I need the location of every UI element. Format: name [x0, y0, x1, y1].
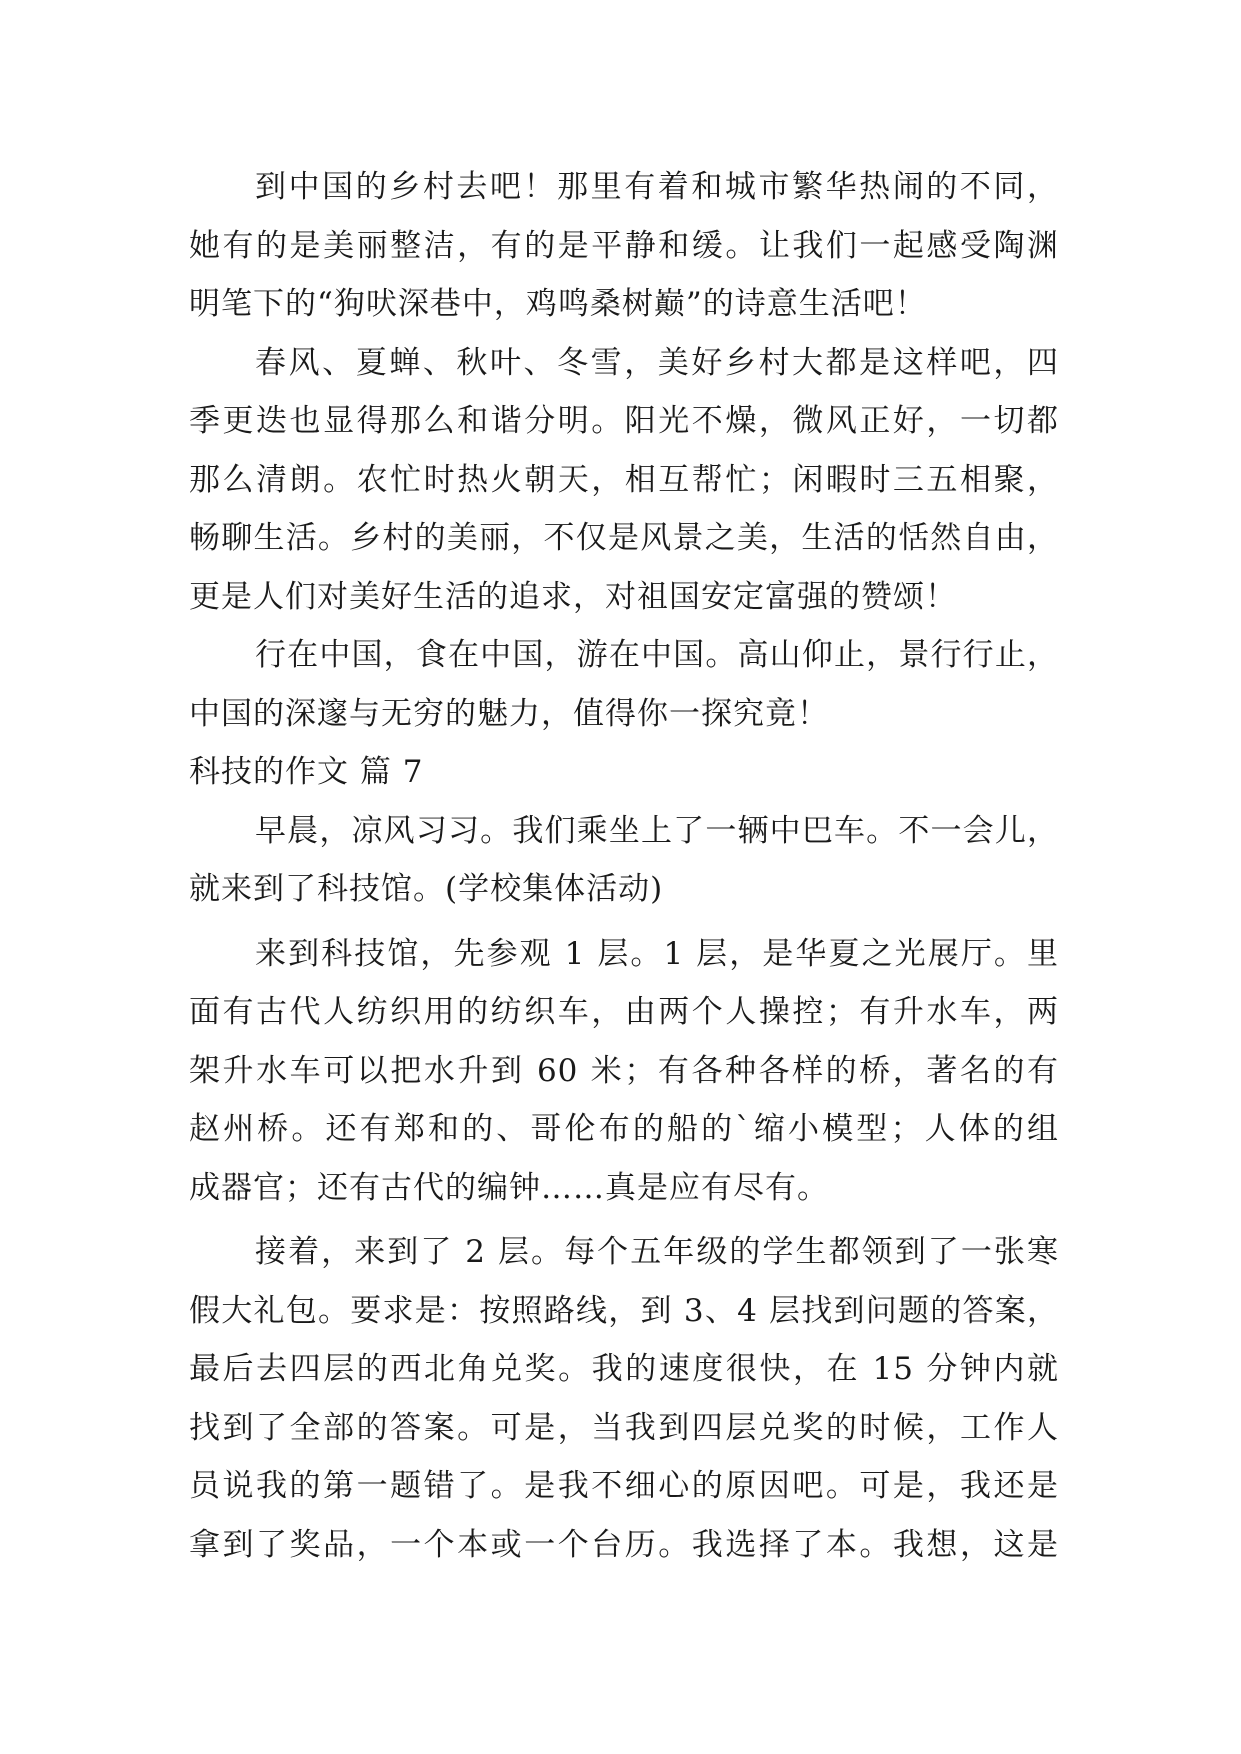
text-line: 季更迭也显得那么和谐分明。阳光不燥，微风正好，一切都	[189, 403, 1059, 439]
text-line: 来到科技馆，先参观 1 层。1 层，是华夏之光展厅。里	[255, 935, 1059, 972]
text-line: 找到了全部的答案。可是，当我到四层兑奖的时候，工作人	[189, 1409, 1059, 1446]
paragraph-travel-china	[189, 626, 1059, 743]
text-line: 成器官；还有古代的编钟……真是应有尽有。	[189, 1169, 829, 1206]
paragraph-second-floor	[189, 1223, 1059, 1574]
paragraph-first-floor	[189, 925, 1059, 1218]
section-title: 科技的作文 篇 7	[189, 754, 424, 790]
text-line: 赵州桥。还有郑和的、哥伦布的船的`缩小模型；人体的组	[189, 1111, 1059, 1147]
text-line: 那么清朗。农忙时热火朝天，相互帮忙；闲暇时三五相聚，	[189, 461, 1059, 498]
paragraph-seasons	[189, 334, 1059, 627]
text-line: 接着，来到了 2 层。每个五年级的学生都领到了一张寒	[255, 1234, 1059, 1270]
text-line: 她有的是美丽整洁，有的是平静和缓。让我们一起感受陶渊	[189, 227, 1059, 264]
text-line: 中国的深邃与无穷的魅力，值得你一探究竟！	[189, 695, 829, 732]
text-line: 最后去四层的西北角兑奖。我的速度很快，在 15 分钟内就	[189, 1351, 1059, 1387]
paragraph-morning-trip	[189, 802, 1059, 919]
text-line: 到中国的乡村去吧！那里有着和城市繁华热闹的不同，	[255, 169, 1059, 205]
text-line: 面有古代人纺织用的纺织车，由两个人操控；有升水车，两	[189, 994, 1059, 1030]
text-line: 明笔下的“狗吠深巷中，鸡鸣桑树巅”的诗意生活吧！	[189, 286, 927, 322]
text-line: 假大礼包。要求是：按照路线，到 3、4 层找到问题的答案，	[189, 1292, 1059, 1329]
text-line: 春风、夏蝉、秋叶、冬雪，美好乡村大都是这样吧，四	[255, 344, 1059, 381]
document-body	[189, 158, 1059, 1574]
paragraph-countryside-intro	[189, 158, 1059, 334]
text-line: 架升水车可以把水升到 60 米；有各种各样的桥，著名的有	[189, 1052, 1059, 1089]
text-line: 员说我的第一题错了。是我不细心的原因吧。可是，我还是	[189, 1468, 1059, 1504]
text-line: 更是人们对美好生活的追求，对祖国安定富强的赞颂！	[189, 578, 957, 615]
text-line: 行在中国，食在中国，游在中国。高山仰止，景行行止，	[255, 637, 1059, 673]
text-line: 拿到了奖品，一个本或一个台历。我选择了本。我想，这是	[189, 1526, 1059, 1563]
text-line: 就来到了科技馆。(学校集体活动)	[189, 871, 664, 907]
text-line: 畅聊生活。乡村的美丽，不仅是风景之美，生活的恬然自由，	[189, 520, 1059, 556]
text-line: 早晨，凉风习习。我们乘坐上了一辆中巴车。不一会儿，	[255, 812, 1059, 849]
